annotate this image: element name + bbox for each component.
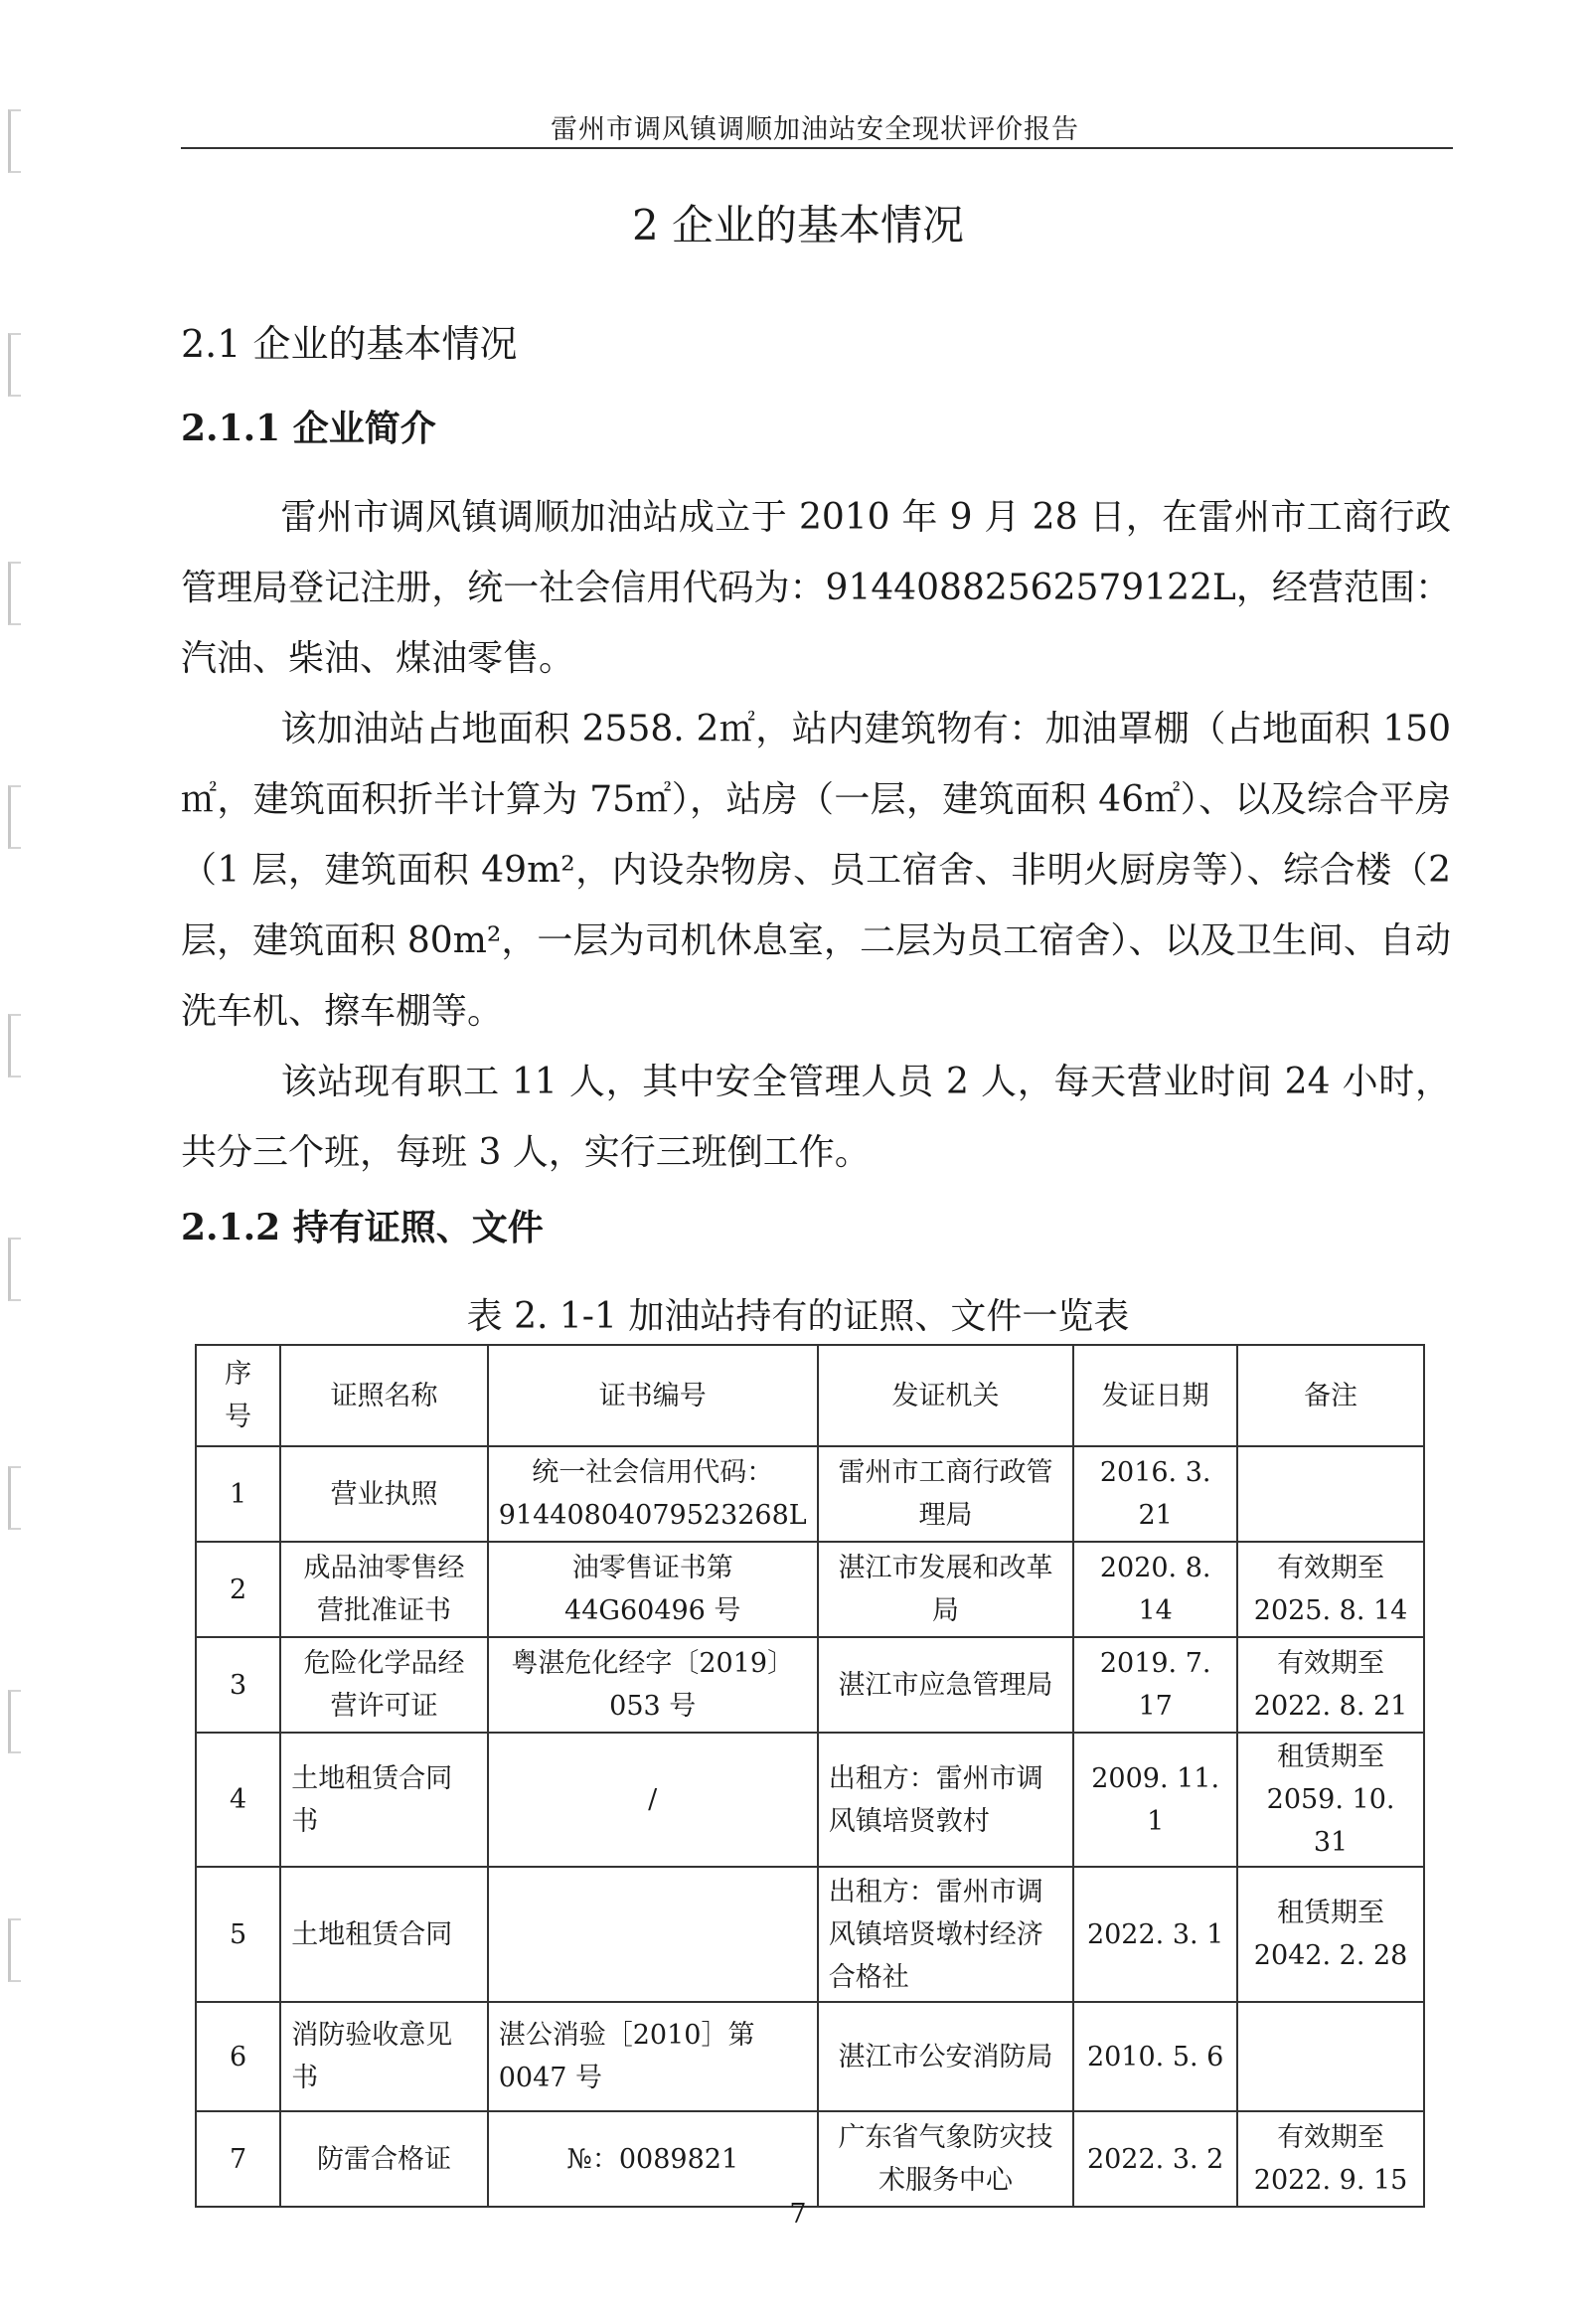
table-row <box>196 2002 1424 2111</box>
cell-index: 1 <box>196 1446 280 1542</box>
cell-issuer: 出租方：雷州市调风镇培贤墩村经济合格社 <box>818 1867 1073 2002</box>
cell-remark: 租赁期至 2042. 2. 28 <box>1237 1867 1424 2002</box>
cell-name: 消防验收意见书 <box>280 2002 488 2111</box>
cell-number <box>488 1867 818 2002</box>
cell-name: 营业执照 <box>280 1446 488 1542</box>
section-title: 2.1 企业的基本情况 <box>181 322 518 366</box>
paragraph-buildings <box>181 694 1451 1047</box>
cell-remark <box>1237 1446 1424 1542</box>
binding-hole-mark <box>8 1466 21 1530</box>
cell-index: 5 <box>196 1867 280 2002</box>
header-cell-name: 证照名称 <box>280 1345 488 1446</box>
cell-issuer: 湛江市应急管理局 <box>818 1637 1073 1733</box>
certificates-table <box>195 1344 1425 2208</box>
cell-remark: 有效期至 2025. 8. 14 <box>1237 1542 1424 1637</box>
cell-number: 统一社会信用代码：91440804079523268L <box>488 1446 818 1542</box>
header-cell-date: 发证日期 <box>1073 1345 1237 1446</box>
cell-date: 2019. 7. 17 <box>1073 1637 1237 1733</box>
subsection-title-company-profile: 2.1.1 企业简介 <box>181 408 436 449</box>
binding-hole-mark <box>8 1918 21 1982</box>
cell-remark: 有效期至 2022. 9. 15 <box>1237 2111 1424 2207</box>
header-cell-issuer: 发证机关 <box>818 1345 1073 1446</box>
cell-date: 2020. 8. 14 <box>1073 1542 1237 1637</box>
binding-hole-mark <box>8 785 21 849</box>
paragraph-text: 雷州市调风镇调顺加油站成立于 2010 年 9 月 28 日，在雷州市工商行政管理局登记注册，统一社会信用代码为：91440882562579122L，经营范围：汽油、柴油、煤油零售。 <box>181 497 1451 679</box>
cell-name: 危险化学品经营许可证 <box>280 1637 488 1733</box>
cell-date: 2016. 3. 21 <box>1073 1446 1237 1542</box>
table-row <box>196 1446 1424 1542</box>
cell-number: 湛公消验［2010］第 0047 号 <box>488 2002 818 2111</box>
subsection-title-certificates: 2.1.2 持有证照、文件 <box>181 1207 544 1248</box>
paragraph-text: 该站现有职工 11 人，其中安全管理人员 2 人，每天营业时间 24 小时，共分三个班，每班 3 人，实行三班倒工作。 <box>181 1062 1451 1173</box>
paragraph-text: 该加油站占地面积 2558. 2㎡，站内建筑物有：加油罩棚（占地面积 150 ㎡，建筑面积折半计算为 75㎡），站房（一层，建筑面积 46㎡）、以及综合平房（1 层，建筑面积 49m²，内设杂物房、员工宿舍、非明火厨房等）、综合楼（2 层，建筑面积 80m²，一层为司机休息室，二层为员工宿舍）、以及卫生间、自动洗车机、擦车棚等。 <box>181 709 1451 1032</box>
binding-hole-mark <box>8 562 21 625</box>
running-header: 雷州市调风镇调顺加油站安全现状评价报告 <box>551 114 1079 145</box>
cell-index: 4 <box>196 1733 280 1867</box>
cell-remark <box>1237 2002 1424 2111</box>
cell-number: 油零售证书第 44G60496 号 <box>488 1542 818 1637</box>
paragraph-staff <box>181 1047 1451 1188</box>
cell-date: 2010. 5. 6 <box>1073 2002 1237 2111</box>
header-cell-number: 证书编号 <box>488 1345 818 1446</box>
binding-hole-mark <box>8 109 21 173</box>
cell-remark: 有效期至 2022. 8. 21 <box>1237 1637 1424 1733</box>
cell-name: 土地租赁合同书 <box>280 1733 488 1867</box>
cell-name: 防雷合格证 <box>280 2111 488 2207</box>
header-cell-remark: 备注 <box>1237 1345 1424 1446</box>
table-row <box>196 1867 1424 2002</box>
cell-index: 2 <box>196 1542 280 1637</box>
table-row <box>196 1733 1424 1867</box>
cell-number: / <box>488 1733 818 1867</box>
header-cell-index: 序号 <box>196 1345 280 1446</box>
header-rule <box>181 147 1453 149</box>
cell-index: 3 <box>196 1637 280 1733</box>
table-row <box>196 1542 1424 1637</box>
binding-hole-mark <box>8 333 21 397</box>
cell-issuer: 出租方：雷州市调风镇培贤敦村 <box>818 1733 1073 1867</box>
chapter-title: 2 企业的基本情况 <box>631 201 965 249</box>
cell-issuer: 湛江市公安消防局 <box>818 2002 1073 2111</box>
cell-date: 2009. 11. 1 <box>1073 1733 1237 1867</box>
cell-number: 粤湛危化经字〔2019〕053 号 <box>488 1637 818 1733</box>
cell-name: 成品油零售经营批准证书 <box>280 1542 488 1637</box>
cell-index: 7 <box>196 2111 280 2207</box>
page-number: 7 <box>789 2199 807 2230</box>
table-row <box>196 1637 1424 1733</box>
cell-issuer: 雷州市工商行政管理局 <box>818 1446 1073 1542</box>
cell-name: 土地租赁合同 <box>280 1867 488 2002</box>
binding-hole-mark <box>8 1690 21 1753</box>
cell-date: 2022. 3. 1 <box>1073 1867 1237 2002</box>
cell-remark: 租赁期至 2059. 10. 31 <box>1237 1733 1424 1867</box>
table-caption: 表 2. 1-1 加油站持有的证照、文件一览表 <box>466 1296 1130 1337</box>
binding-hole-mark <box>8 1014 21 1078</box>
table-row <box>196 2111 1424 2207</box>
cell-issuer: 湛江市发展和改革局 <box>818 1542 1073 1637</box>
cell-index: 6 <box>196 2002 280 2111</box>
table-header-row <box>196 1345 1424 1446</box>
cell-issuer: 广东省气象防灾技术服务中心 <box>818 2111 1073 2207</box>
paragraph-company-intro <box>181 482 1451 694</box>
cell-number: №：0089821 <box>488 2111 818 2207</box>
cell-date: 2022. 3. 2 <box>1073 2111 1237 2207</box>
